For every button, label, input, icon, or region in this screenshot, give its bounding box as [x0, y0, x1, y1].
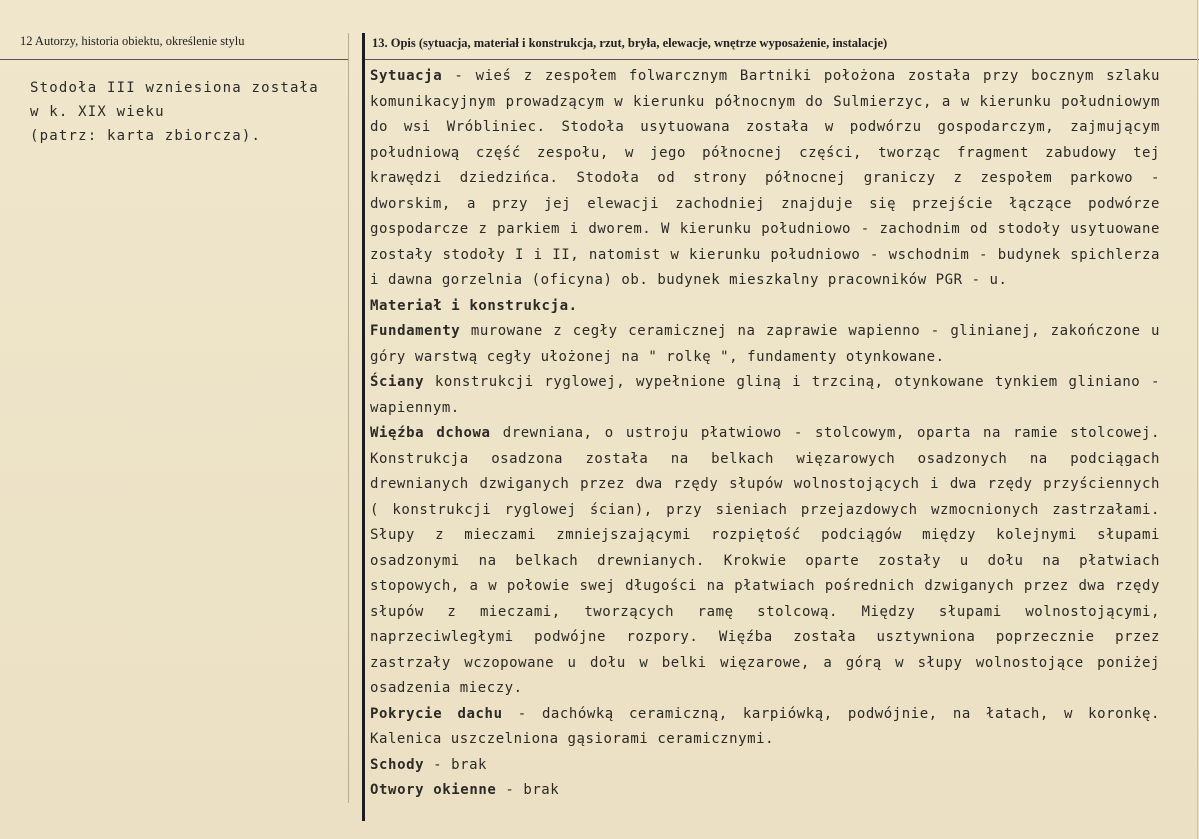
section-text: murowane z cegły ceramicznej na zaprawie wapienno - glinianej, zakończone u góry warstwą cegły ułożonej na " rolkę ", fundamenty otynkowane.: [370, 323, 1160, 365]
section-heading: Ściany: [370, 374, 425, 390]
section-13-header: 13. Opis (sytuacja, materiał i konstrukcja, rzut, bryła, elewacje, wnętrze wyposażenie, instalacje): [372, 36, 888, 50]
section-stairs: [370, 753, 1160, 779]
section-text: konstrukcji ryglowej, wypełnione gliną i trzciną, otynkowane tynkiem gliniano - wapiennym.: [370, 374, 1160, 416]
section-text: - brak: [424, 756, 488, 773]
section-heading: Materiał i konstrukcja.: [370, 297, 578, 314]
column-divider-thin: [348, 33, 349, 803]
section-foundations: [370, 319, 1160, 370]
header-rule-right: [363, 59, 1199, 60]
page-edge: [1197, 0, 1198, 839]
section-text: drewniana, o ustroju płatwiowo - stolcowym, oparta na ramie stolcowej. Konstrukcja osadzona została na belkach więzarowych osadzonych na podciągach drewnianych dzwiganych przez dwa rzędy słupów wolnostojących i dwa rzędy przyściennych ( konstrukcji ryglowej ścian), przy sieniach przejazdowych wzmocnionych zastrzałami. Słupy z mieczami zmniejszającymi rozpiętość podciągów między kolejnymi słupami osadzonymi na belkach drewnianych. Krokwie oparte zostały u dołu na płatwiach stopowych, a w połowie swej długości na płatwiach pośrednich dzwiganych przez dwa rzędy słupów z mieczami, tworzących ramę stolcową. Między słupami wolnostojącymi, naprzeciwległymi podwójne rozpory. Więźba została usztywniona poprzecznie przez zastrzały wczopowane u dołu w belki więzarowe, a górą w słupy wolnostojące poniżej osadzenia mieczy.: [370, 425, 1160, 696]
section-roof-truss: [370, 421, 1160, 702]
authors-history-text: Stodoła III wzniesiona została w k. XIX wieku (patrz: karta zbiorcza).: [30, 80, 319, 144]
section-heading: Schody: [370, 756, 425, 773]
section-roofing: [370, 702, 1160, 753]
section-windows: [370, 778, 1160, 804]
section-material: [370, 294, 1160, 320]
header-rule-left: [0, 59, 348, 60]
section-text: - dachówką ceramiczną, karpiówką, podwójnie, na łatach, w koronkę. Kalenica uszczelniona gąsiorami ceramicznymi.: [370, 705, 1160, 747]
section-heading: Więźba dchowa: [370, 425, 491, 441]
section-heading: Pokrycie dachu: [370, 705, 503, 722]
section-walls: [370, 370, 1160, 421]
section-heading: Fundamenty: [370, 323, 461, 339]
section-situation: [370, 64, 1160, 294]
section-heading: Otwory okienne: [370, 782, 497, 798]
section-text: - brak: [496, 782, 560, 798]
column-divider: [362, 33, 365, 821]
description-body: [370, 64, 1160, 804]
section-heading: Sytuacja: [370, 68, 443, 84]
section-12-header: 12 Autorzy, historia obiektu, określenie stylu: [20, 34, 245, 48]
section-text: - wieś z zespołem folwarcznym Bartniki położona została przy bocznym szlaku komunikacyjnym prowadzącym w kierunku północnym do Sulmierzyc, a w kierunku południowym do wsi Wróbliniec. Stodoła usytuowana została w podwórzu gospodarczym, zajmującym południową część zespołu, w jego północnej części, tworząc fragment zabudowy tej krawędzi dziedzińca. Stodoła od strony północnej graniczy z zespołem parkowo - dworskim, a przy jej elewacji zachodniej znajduje się przejście łączące podwórze gospodarcze z parkiem i dworem. W kierunku południowo - zachodnim od stodoły usytuowane zostały stodoły I i II, natomist w kierunku południowo - wschodnim - budynek spichlerza i dawna gorzelnia (oficyna) ob. budynek mieszkalny pracowników PGR - u.: [370, 68, 1160, 288]
